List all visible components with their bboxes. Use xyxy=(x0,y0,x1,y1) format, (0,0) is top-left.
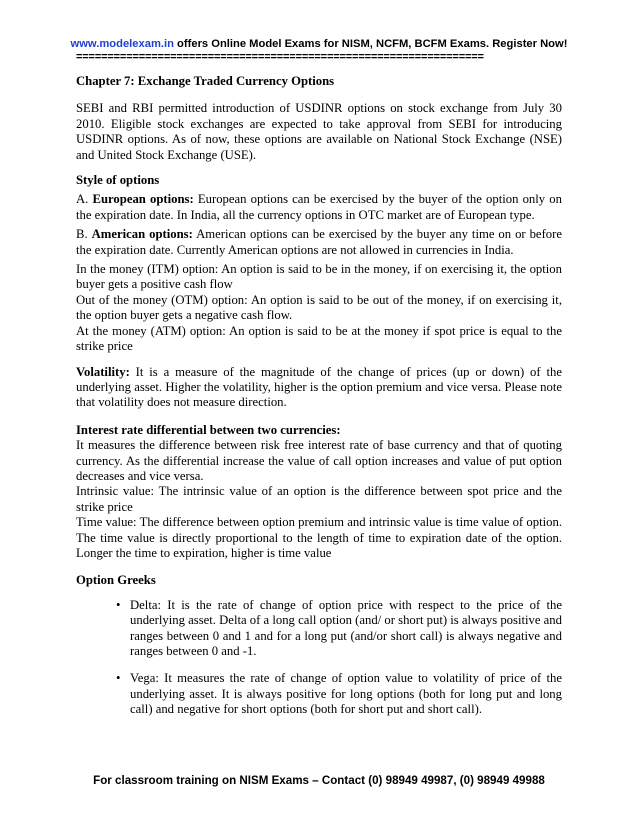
delta-text: Delta: It is the rate of change of option price with respect to the price of the underlying asset. Delta of a long call option (and/ or short put) is always positive and ranges between 0 and 1 and for a long put (and/or short call) is always negative and ranges between 0 and -1. xyxy=(130,597,562,658)
intro-paragraph: SEBI and RBI permitted introduction of USDINR options on stock exchange from July 30 2010. Eligible stock exchanges are expected to take approval from SEBI for introducing USDINR options. As of now, these options are available on National Stock Exchange (NSE) and United Stock Exchange (USE). xyxy=(76,101,562,162)
time-value-paragraph: Time value: The difference between option premium and intrinsic value is time value of option. The time value is directly proportional to the length of time to expiration date of the option. Longer the time to expiration, higher is time value xyxy=(76,515,562,560)
european-term: European options: xyxy=(92,192,194,207)
atm-paragraph: At the money (ATM) option: An option is said to be at the money if spot price is equal to the strike price xyxy=(76,323,562,354)
european-text: European options can be exercised by the buyer of the option only on the expiration date. In India, all the currency options in OTC market are of European type. xyxy=(76,192,562,222)
itm-paragraph: In the money (ITM) option: An option is said to be in the money, if on exercising it, the option buyer gets a positive cash flow xyxy=(76,262,562,292)
bullet-icon: • xyxy=(116,597,121,612)
intrinsic-paragraph: Intrinsic value: The intrinsic value of an option is the difference between spot price and the strike price xyxy=(76,484,562,514)
american-prefix: B. xyxy=(76,227,92,242)
american-paragraph xyxy=(76,227,562,258)
american-term: American options: xyxy=(91,227,193,242)
bullet-icon: • xyxy=(116,671,121,686)
volatility-text: It is a measure of the magnitude of the change of prices (up or down) of the underlying asset. Higher the volatility, higher is the option premium and vice versa. Please note that volatility does not measure direction. xyxy=(76,364,562,410)
european-paragraph xyxy=(76,192,562,223)
volatility-paragraph xyxy=(76,365,562,411)
chapter-title: Chapter 7: Exchange Traded Currency Options xyxy=(76,74,335,88)
style-heading: Style of options xyxy=(76,173,160,188)
document-body xyxy=(76,74,562,718)
vega-text: Vega: It measures the rate of change of option value to volatility of price of the underlying asset. It is always positive for long options (both for long put and long call) and negative for short options (both for short put and short call). xyxy=(130,671,562,717)
interest-paragraph: It measures the difference between risk free interest rate of base currency and that of quoting currency. As the differential increase the value of call option increases and value of put option decreases and vice versa. xyxy=(76,438,562,483)
page-footer: For classroom training on NISM Exams – Contact (0) 98949 49987, (0) 98949 49988 xyxy=(93,774,545,787)
otm-paragraph: Out of the money (OTM) option: An option is said to be out of the money, if on exercising it, the option buyer gets a negative cash flow. xyxy=(76,292,562,323)
greeks-list xyxy=(76,598,562,718)
page-header xyxy=(60,38,578,50)
list-item-vega xyxy=(76,671,562,717)
volatility-term: Volatility: xyxy=(76,364,130,379)
american-text: American options can be exercised by the buyer any time on or before the expiration date. Currently American options are not allowed in currencies in India. xyxy=(76,227,562,257)
greeks-heading: Option Greeks xyxy=(76,573,156,588)
header-text: offers Online Model Exams for NISM, NCFM, BCFM Exams. Register Now! xyxy=(173,38,568,50)
list-item-delta xyxy=(76,598,562,660)
header-site-link[interactable]: www.modelexam.in xyxy=(70,38,174,50)
interest-heading: Interest rate differential between two currencies: xyxy=(76,422,341,437)
european-prefix: A. xyxy=(76,192,93,207)
header-rule: ================================================================= xyxy=(76,51,484,63)
